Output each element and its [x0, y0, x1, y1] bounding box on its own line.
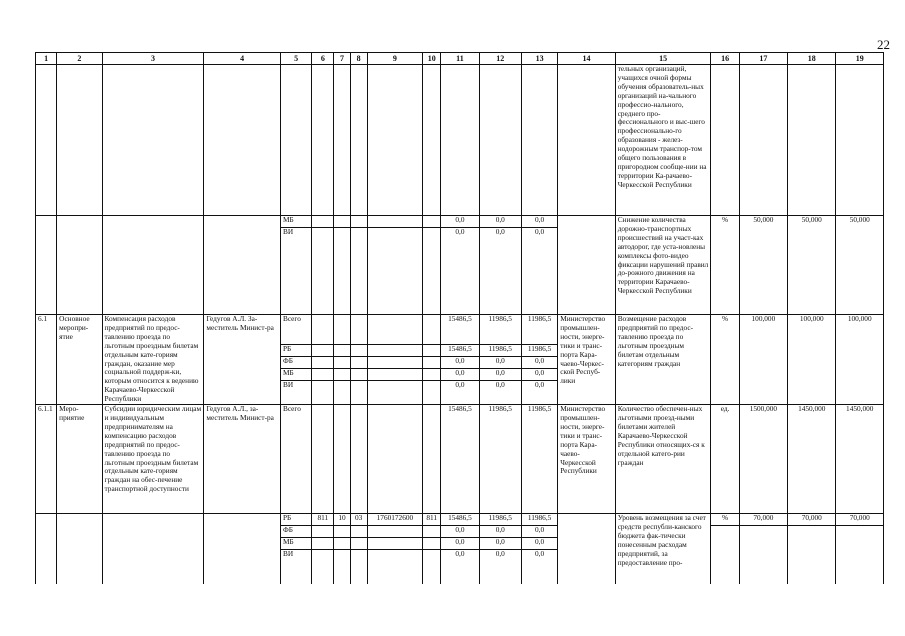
- col-header: 12: [479, 53, 521, 65]
- table-row: [36, 315, 884, 345]
- indicator-text: тельных организаций, учащихся очной формы обучения образователь-ных организаций на-чального профессио-нального, среднего про-фессионального и выс-шего профессионально-го образования - желез-нодорожным транспор-том общего пользования в пригородном сообще-нии на территории Ка-рачаево-Черкесской Республики: [615, 65, 711, 216]
- value-cell: 11986,5: [479, 345, 521, 357]
- table-row: [36, 65, 884, 216]
- col-header: 15: [615, 53, 711, 65]
- funding-source: ФБ: [280, 357, 311, 369]
- funding-source: РБ: [280, 514, 311, 526]
- col-header: 6: [312, 53, 334, 65]
- value-cell: 70,000: [739, 514, 787, 526]
- value-cell: 100,000: [739, 315, 787, 405]
- value-cell: 11986,5: [479, 514, 521, 526]
- col-header: 3: [102, 53, 204, 65]
- value-cell: 0,0: [479, 381, 521, 405]
- col-header: 11: [441, 53, 479, 65]
- value-cell: 11986,5: [521, 405, 557, 514]
- responsible-person: Гедугов А.Л. За-меститель Минист-ра: [204, 315, 281, 405]
- value-cell: 0,0: [441, 526, 479, 538]
- col-header: 13: [521, 53, 557, 65]
- item-name: Субсидии юридическим лицам и индивидуальным предпринимателям на компенсацию расходов предприятий по предос-тавлению проезда по льготным проездным билетам отдельным кате-гориям граждан на обес-печение транспортной доступности: [102, 405, 204, 514]
- value-cell: 0,0: [479, 357, 521, 369]
- funding-source: ФБ: [280, 526, 311, 538]
- value-cell: 15486,5: [441, 345, 479, 357]
- value-cell: 100,000: [788, 315, 836, 405]
- value-cell: 11986,5: [521, 315, 557, 345]
- value-cell: 0,0: [479, 216, 521, 228]
- value-cell: 1450,000: [788, 405, 836, 514]
- program-table: [35, 52, 884, 590]
- value-cell: 0,0: [441, 381, 479, 405]
- page-number: 22: [877, 37, 890, 52]
- value-cell: 0,0: [479, 228, 521, 315]
- funding-source: МБ: [280, 369, 311, 381]
- item-type: Основное меропри-ятие: [57, 315, 102, 405]
- budget-code: 811: [312, 514, 334, 526]
- indicator-text: Количество обеспечен-ных льготными проезд-ными билетами жителей Карачаево-Черкесской Республики относящих-ся к отдельной катего-рии граждан: [615, 405, 711, 514]
- responsible-person: Гедугов А.Л., за-меститель Минист-ра: [204, 405, 281, 514]
- col-header: 2: [57, 53, 102, 65]
- funding-source: ВИ: [280, 381, 311, 405]
- funding-source: ВИ: [280, 550, 311, 590]
- funding-source: МБ: [280, 538, 311, 550]
- value-cell: 100,000: [836, 315, 884, 405]
- col-header: 19: [836, 53, 884, 65]
- col-header: 8: [350, 53, 367, 65]
- unit-cell: %: [711, 315, 739, 405]
- value-cell: 0,0: [441, 369, 479, 381]
- col-header: 1: [36, 53, 57, 65]
- value-cell: 1450,000: [836, 405, 884, 514]
- col-header: 4: [204, 53, 281, 65]
- col-header: 18: [788, 53, 836, 65]
- value-cell: 11986,5: [479, 405, 521, 514]
- col-header: 14: [558, 53, 615, 65]
- budget-code: 811: [423, 514, 441, 526]
- column-number-row: [36, 53, 884, 65]
- funding-source: ВИ: [280, 228, 311, 315]
- indicator-text: Уровень возмещения за счет средств республи-канского бюджета фак-тически понесенным расходам предприятий, за предоставление про-: [615, 514, 711, 590]
- funding-source: Всего: [280, 405, 311, 514]
- table-row: [36, 216, 884, 228]
- value-cell: 0,0: [479, 550, 521, 590]
- indicator-text: Снижение количества дорожно-транспортных происшествий на участ-ках автодорог, где уста-новлены комплексы фото-видео фиксации нарушений правил до-рожного движения на территории Карачаево-Черкесской Республики: [615, 216, 711, 315]
- value-cell: 0,0: [441, 550, 479, 590]
- budget-code: 1760172600: [367, 514, 422, 526]
- col-header: 9: [367, 53, 422, 65]
- col-header: 7: [334, 53, 350, 65]
- value-cell: 0,0: [441, 357, 479, 369]
- indicator-text: Возмещение расходов предприятий по предос-тавлению проезда по льготным проездным билетам отдельным категориям граждан: [615, 315, 711, 405]
- executor: Министерство промышлен-ности, энерге-тики и транс-порта Кара-чаево-Черкесской Республики: [558, 405, 615, 514]
- value-cell: 0,0: [521, 216, 557, 228]
- value-cell: 70,000: [788, 514, 836, 526]
- value-cell: 70,000: [836, 514, 884, 526]
- item-type: Меро-приятие: [57, 405, 102, 514]
- item-number: 6.1: [36, 315, 57, 405]
- value-cell: 1500,000: [739, 405, 787, 514]
- col-header: 16: [711, 53, 739, 65]
- col-header: 17: [739, 53, 787, 65]
- value-cell: 0,0: [521, 228, 557, 315]
- item-name: Компенсация расходов предприятий по предос-тавлению проезда по льготным проездным билетам отдельным кате-гориям граждан, оказание мер социальной поддерж-ки, которым относится к ведению Карачаево-Черкесской Республики: [102, 315, 204, 405]
- value-cell: 0,0: [521, 381, 557, 405]
- unit-cell: %: [711, 514, 739, 526]
- table-row: [36, 405, 884, 514]
- funding-source: МБ: [280, 216, 311, 228]
- value-cell: 0,0: [521, 526, 557, 538]
- executor: Министерство промышлен-ности, энерге-тики и транс-порта Кара-чаево-Черкес-ской Респуб-лики: [558, 315, 615, 405]
- value-cell: 0,0: [521, 369, 557, 381]
- col-header: 10: [423, 53, 441, 65]
- value-cell: 0,0: [479, 538, 521, 550]
- value-cell: 0,0: [521, 357, 557, 369]
- col-header: 5: [280, 53, 311, 65]
- value-cell: 11986,5: [479, 315, 521, 345]
- budget-code: 03: [350, 514, 367, 526]
- value-cell: 11986,5: [521, 514, 557, 526]
- value-cell: 0,0: [441, 216, 479, 228]
- value-cell: 15486,5: [441, 514, 479, 526]
- value-cell: 50,000: [739, 216, 787, 315]
- funding-source: РБ: [280, 345, 311, 357]
- value-cell: 50,000: [836, 216, 884, 315]
- unit-cell: ед.: [711, 405, 739, 514]
- value-cell: 0,0: [441, 538, 479, 550]
- value-cell: 0,0: [479, 526, 521, 538]
- page-bottom-margin: [35, 584, 884, 636]
- value-cell: 0,0: [521, 538, 557, 550]
- value-cell: 0,0: [479, 369, 521, 381]
- value-cell: 15486,5: [441, 315, 479, 345]
- table-row: [36, 514, 884, 526]
- value-cell: 0,0: [441, 228, 479, 315]
- item-number: 6.1.1: [36, 405, 57, 514]
- value-cell: 15486,5: [441, 405, 479, 514]
- budget-code: 10: [334, 514, 350, 526]
- value-cell: 50,000: [788, 216, 836, 315]
- value-cell: 0,0: [521, 550, 557, 590]
- value-cell: 11986,5: [521, 345, 557, 357]
- funding-source: Всего: [280, 315, 311, 345]
- unit-cell: %: [711, 216, 739, 315]
